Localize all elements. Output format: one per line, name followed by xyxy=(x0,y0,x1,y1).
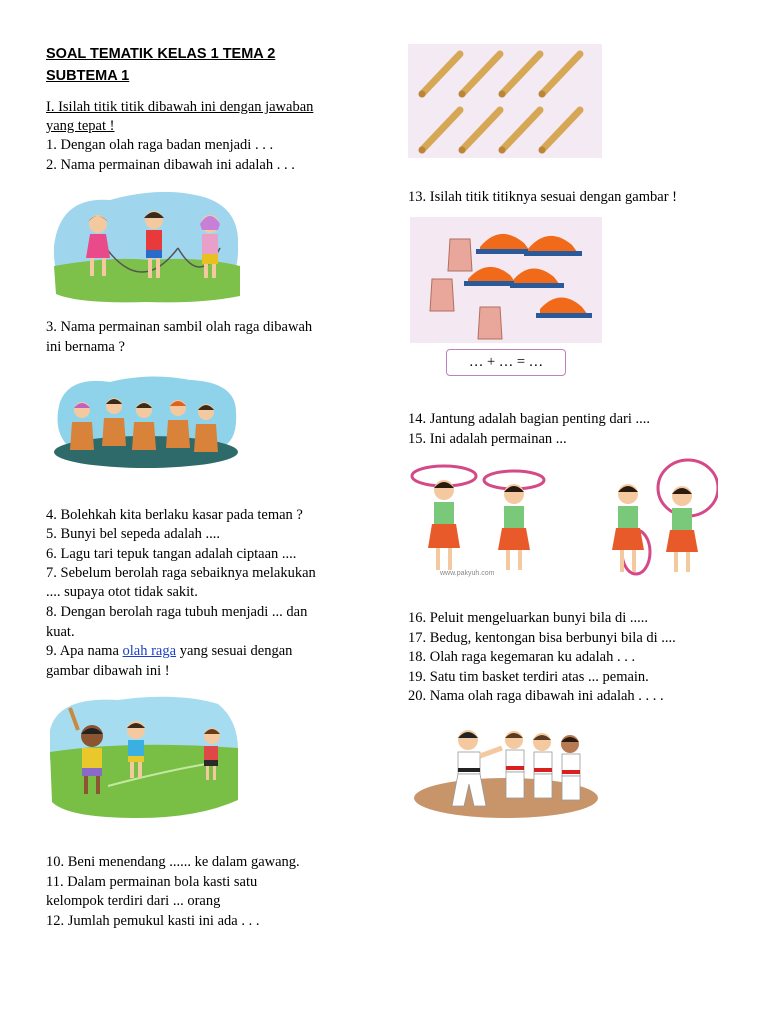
question-10: 10. Beni menendang ...... ke dalam gawang. xyxy=(46,854,300,870)
question-15: 15. Ini adalah permainan ... xyxy=(408,431,567,447)
question-8-line-2: kuat. xyxy=(46,624,75,640)
karate-illustration xyxy=(410,718,602,822)
question-20: 20. Nama olah raga dibawah ini adalah . . . . xyxy=(408,688,664,704)
question-4: 4. Bolehkah kita berlaku kasar pada teman ? xyxy=(46,507,303,523)
sack-race-illustration xyxy=(50,372,240,472)
question-11-line-2: kelompok terdiri dari ... orang xyxy=(46,893,221,909)
hula-hoop-illustration xyxy=(406,456,718,580)
question-2: 2. Nama permainan dibawah ini adalah . . . xyxy=(46,157,295,173)
jump-rope-illustration xyxy=(50,186,242,304)
question-9-prefix: 9. Apa nama xyxy=(46,643,123,659)
kasti-game-illustration xyxy=(48,690,240,822)
question-12: 12. Jumlah pemukul kasti ini ada . . . xyxy=(46,913,260,929)
question-7-line-1: 7. Sebelum berolah raga sebaiknya melakukan xyxy=(46,565,316,581)
question-13: 13. Isilah titik titiknya sesuai dengan gambar ! xyxy=(408,189,677,205)
olah-raga-link[interactable]: olah raga xyxy=(122,643,177,659)
watermark: www.pakyuh.com xyxy=(440,570,495,577)
question-8-line-1: 8. Dengan berolah raga tubuh menjadi ... dan xyxy=(46,604,308,620)
question-14: 14. Jantung adalah bagian penting dari .... xyxy=(408,411,651,427)
kasti-bats-illustration xyxy=(408,44,602,158)
question-6: 6. Lagu tari tepuk tangan adalah ciptaan .... xyxy=(46,546,297,562)
question-3-line-2: ini bernama ? xyxy=(46,339,125,355)
question-16: 16. Peluit mengeluarkan bunyi bila di ..... xyxy=(408,610,649,626)
question-9-line-1 xyxy=(46,642,292,661)
question-5: 5. Bunyi bel sepeda adalah .... xyxy=(46,526,220,542)
worksheet-subtitle: SUBTEMA 1 xyxy=(46,68,130,84)
question-3-line-1: 3. Nama permainan sambil olah raga dibawah xyxy=(46,319,313,335)
gloves-and-caps-illustration xyxy=(410,217,602,343)
question-17: 17. Bedug, kentongan bisa berbunyi bila di .... xyxy=(408,630,676,646)
question-9-suffix: yang sesuai dengan xyxy=(176,643,293,659)
equation-text: … + … = … xyxy=(468,354,544,370)
question-19: 19. Satu tim basket terdiri atas ... pemain. xyxy=(408,669,649,685)
question-7-line-2: .... supaya otot tidak sakit. xyxy=(46,584,198,600)
instruction-line-1: I. Isilah titik titik dibawah ini dengan jawaban xyxy=(46,99,314,115)
question-11-line-1: 11. Dalam permainan bola kasti satu xyxy=(46,874,258,890)
question-18: 18. Olah raga kegemaran ku adalah . . . xyxy=(408,649,636,665)
worksheet-title: SOAL TEMATIK KELAS 1 TEMA 2 xyxy=(46,46,276,62)
question-9-line-2: gambar dibawah ini ! xyxy=(46,663,170,679)
instruction-line-2: yang tepat ! xyxy=(46,118,115,134)
question-1: 1. Dengan olah raga badan menjadi . . . xyxy=(46,137,274,153)
equation-box xyxy=(446,349,566,376)
